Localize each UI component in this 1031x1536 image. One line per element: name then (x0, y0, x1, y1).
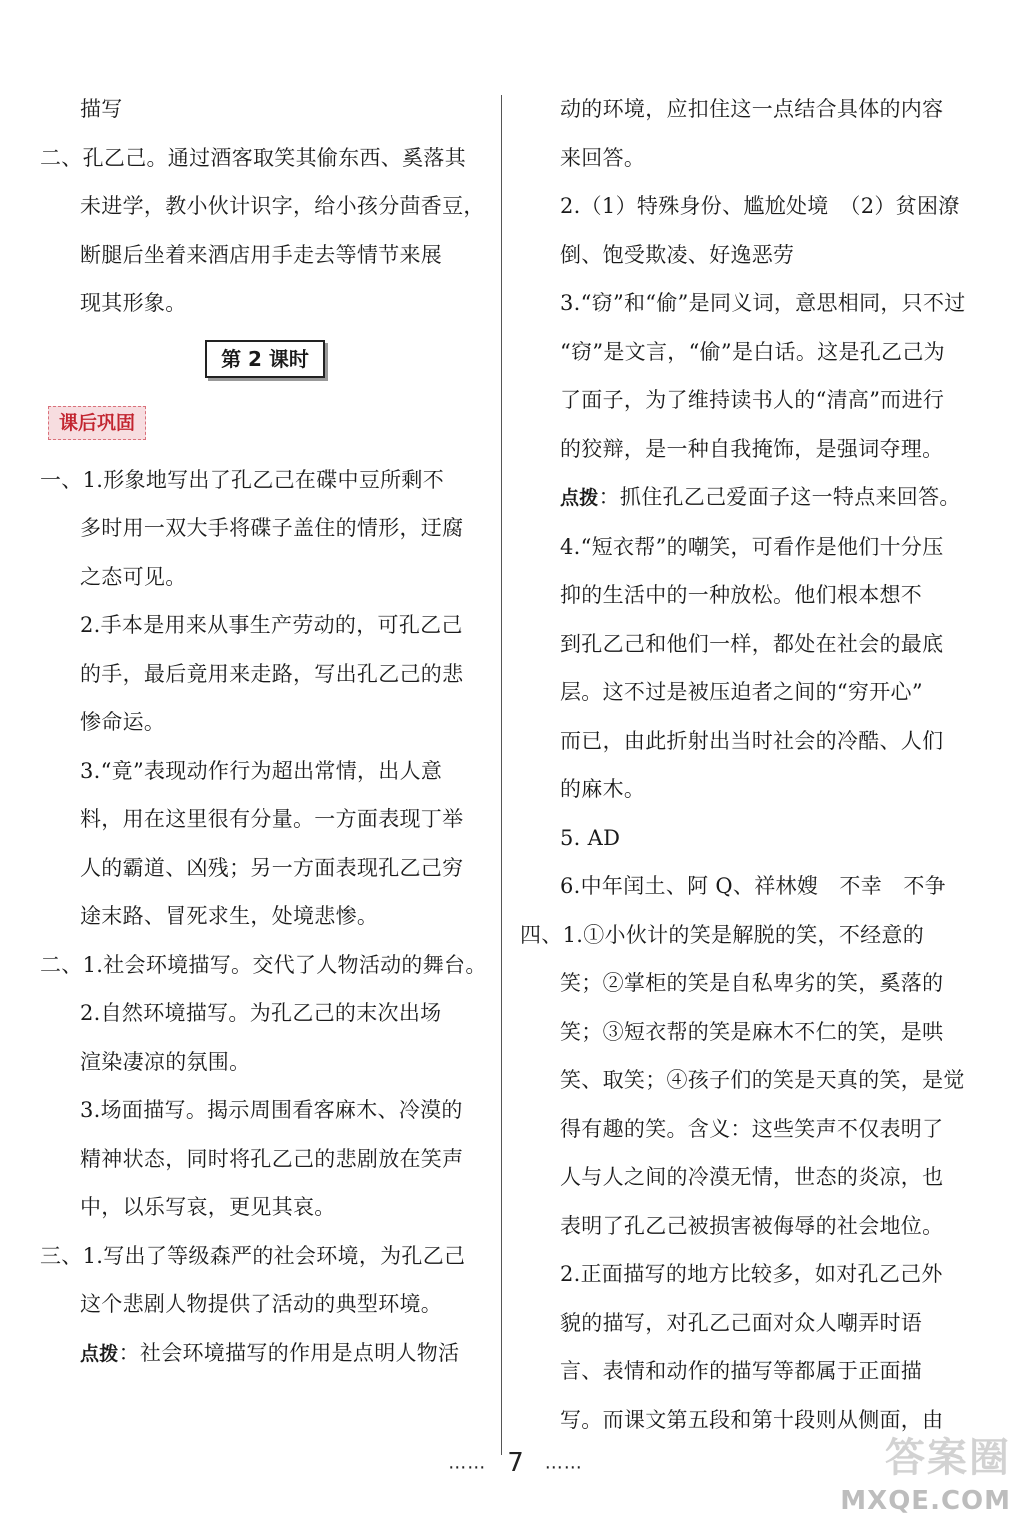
left-column (40, 85, 490, 1378)
watermark-url: MXQE.COM (840, 1486, 1011, 1516)
text-line: 笑；③短衣帮的笑是麻木不仁的笑，是哄 (560, 1019, 944, 1044)
text-line: 之态可见。 (80, 564, 187, 589)
text-line: 一、1.形象地写出了孔乙己在碟中豆所剩不 (40, 467, 445, 492)
text-line: 笑；②掌柜的笑是自私卑劣的笑，奚落的 (560, 971, 944, 995)
text-line: 2.正面描写的地方比较多，如对孔乙己外 (560, 1262, 943, 1286)
text-line: 笑、取笑；④孩子们的笑是天真的笑，是觉 (560, 1068, 965, 1092)
text-line: 言、表情和动作的描写等都属于正面描 (560, 1359, 923, 1383)
right-column (520, 85, 970, 1444)
text-line: 多时用一双大手将碟子盖住的情形，迂腐 (80, 516, 464, 540)
section-tag-row (40, 398, 490, 456)
lesson-heading (40, 328, 490, 398)
text-line: 到孔乙己和他们一样，都处在社会的最底 (560, 631, 944, 656)
text-line: 4.“短衣帮”的嘲笑，可看作是他们十分压 (560, 534, 944, 559)
text-line: 现其形象。 (80, 291, 187, 315)
text-line: “窃”是文言，“偷”是白话。这是孔乙己为 (560, 339, 945, 364)
text-line: 5. AD (560, 825, 621, 850)
text-line: 2.自然环境描写。为孔乙己的末次出场 (80, 1001, 442, 1025)
text-line: 二、1.社会环境描写。交代了人物活动的舞台。 (40, 952, 487, 977)
text-line: 貌的描写，对孔乙己面对众人嘲弄时语 (560, 1310, 923, 1335)
watermark-logo (840, 1426, 1011, 1516)
section-tag: 课后巩固 (48, 406, 146, 440)
right-answer-block-1 (520, 85, 970, 473)
text-line: 人与人之间的冷漠无情，世态的炎凉，也 (560, 1165, 944, 1189)
text-line: 6.中年闰土、阿 Q、祥林嫂 不幸 不争 (560, 874, 946, 898)
text-line: 3.“窃”和“偷”是同义词，意思相同，只不过 (560, 291, 966, 315)
text-line: 3.“竟”表现动作行为超出常情，出人意 (80, 758, 443, 783)
page-number: 7 (507, 1448, 524, 1478)
text-line: 写。而课文第五段和第十段则从侧面，由 (560, 1407, 944, 1432)
left-answer-block-1 (40, 85, 490, 328)
text-line: 二、孔乙己。通过酒客取笑其偷东西、奚落其 (40, 145, 466, 170)
text-line: 2.手本是用来从事生产劳动的，可孔乙己 (80, 613, 463, 637)
footer-dots-left: …… (448, 1452, 487, 1474)
right-answer-block-2 (520, 523, 970, 1445)
text-line: 动的环境，应扣住这一点结合具体的内容 (560, 97, 944, 121)
hint-line (520, 473, 970, 523)
text-line: 途末路、冒死求生，处境悲惨。 (80, 904, 379, 928)
hint-label: 点拨 (560, 487, 599, 509)
text-line: 抑的生活中的一种放松。他们根本想不 (560, 583, 923, 607)
text-line: 而已，由此折射出当时社会的冷酷、人们 (560, 728, 944, 753)
text-line: 了面子，为了维持读书人的“清高”而进行 (560, 388, 945, 412)
text-line: 中，以乐写哀，更见其哀。 (80, 1195, 336, 1219)
text-line: 描写 (80, 97, 123, 121)
text-line: 倒、饱受欺凌、好逸恶劳 (560, 242, 795, 267)
column-divider (501, 95, 502, 1455)
text-line: 3.场面描写。揭示周围看客麻木、冷漠的 (80, 1098, 463, 1122)
text-line: 料，用在这里很有分量。一方面表现丁举 (80, 807, 464, 831)
text-line: 的手，最后竟用来走路，写出孔乙己的悲 (80, 661, 464, 686)
hint-line (40, 1329, 490, 1379)
text-line: 层。这不过是被压迫者之间的“穷开心” (560, 680, 923, 704)
text-line: 这个悲剧人物提供了活动的典型环境。 (80, 1292, 443, 1316)
text-line: 三、1.写出了等级森严的社会环境，为孔乙己 (40, 1243, 466, 1268)
text-line: 渲染凄凉的氛围。 (80, 1049, 251, 1074)
text-line: 四、1.①小伙计的笑是解脱的笑，不经意的 (520, 922, 925, 947)
text-line: 精神状态，同时将孔乙己的悲剧放在笑声 (80, 1146, 464, 1171)
text-line: 惨命运。 (80, 710, 166, 734)
hint-text: ：抓住孔乙己爱面子这一特点来回答。 (598, 485, 961, 509)
text-line: 的麻木。 (560, 777, 646, 801)
text-line: 人的霸道、凶残；另一方面表现孔乙己穷 (80, 855, 464, 880)
text-line: 断腿后坐着来酒店用手走去等情节来展 (80, 242, 443, 267)
watermark-text: 答案圈 (885, 1435, 1011, 1481)
hint-label: 点拨 (80, 1342, 119, 1365)
text-line: 表明了孔乙己被损害被侮辱的社会地位。 (560, 1213, 944, 1238)
text-line: 得有趣的笑。含义：这些笑声不仅表明了 (560, 1116, 944, 1141)
lesson-title: 第 2 课时 (205, 340, 325, 378)
left-answer-block-2 (40, 456, 490, 1329)
text-line: 2.（1）特殊身份、尴尬处境 （2）贫困潦 (560, 194, 960, 218)
text-line: 的狡辩，是一种自我掩饰，是强词夺理。 (560, 436, 944, 461)
footer-dots-right: …… (544, 1452, 583, 1474)
text-line: 未进学，教小伙计识字，给小孩分茴香豆， (80, 194, 485, 218)
hint-text: ：社会环境描写的作用是点明人物活 (118, 1340, 460, 1365)
text-line: 来回答。 (560, 145, 646, 170)
